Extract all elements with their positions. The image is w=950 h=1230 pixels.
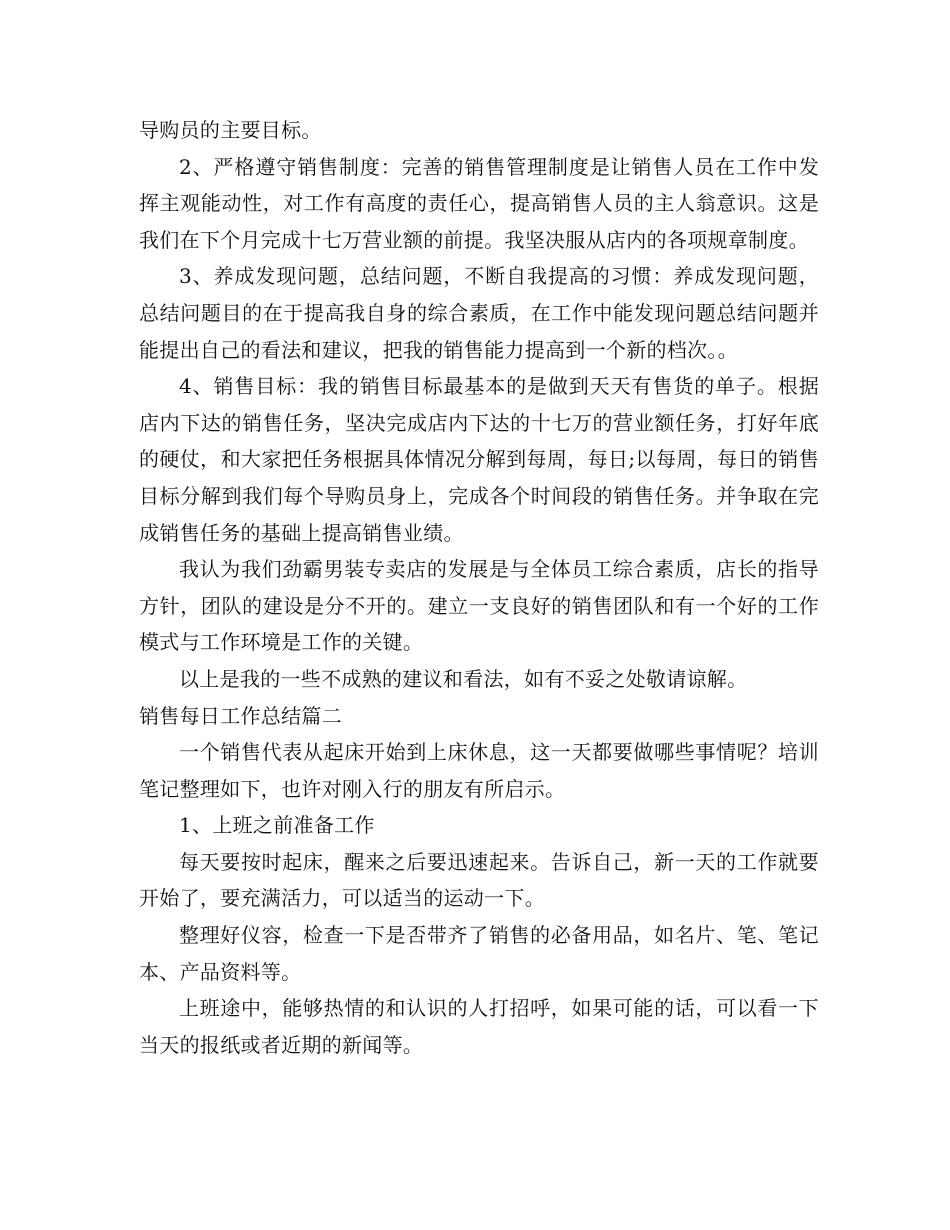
paragraph-sales-rules: 2、严格遵守销售制度：完善的销售管理制度是让销售人员在工作中发挥主观能动性，对工作有高度的责任心，提高销售人员的主人翁意识。这是我们在下个月完成十七万营业额的前提。我坚决服从店内的各项规章制度。 <box>139 154 819 252</box>
document-body <box>139 112 819 1063</box>
paragraph-sales-target: 4、销售目标：我的销售目标最基本的是做到天天有售货的单子。根据店内下达的销售任务，坚决完成店内下达的十七万的营业额任务，打好年底的硬仗，和大家把任务根据具体情况分解到每周，每日;以每周，每日的销售目标分解到我们每个导购员身上，完成各个时间段的销售任务。并争取在完成销售任务的基础上提高销售业绩。 <box>139 374 819 545</box>
paragraph-continuation: 导购员的主要目标。 <box>139 118 322 142</box>
paragraph-wake-up: 每天要按时起床，醒来之后要迅速起来。告诉自己，新一天的工作就要开始了，要充满活力，可以适当的运动一下。 <box>139 849 819 911</box>
paragraph-grooming: 整理好仪容，检查一下是否带齐了销售的必备用品，如名片、笔、笔记本、产品资料等。 <box>139 923 819 984</box>
section-heading: 销售每日工作总结篇二 <box>139 703 342 728</box>
paragraph-daily-intro: 一个销售代表从起床开始到上床休息，这一天都要做哪些事情呢？培训笔记整理如下，也许对刚入行的朋友有所启示。 <box>139 740 819 801</box>
paragraph-closing-remark: 以上是我的一些不成熟的建议和看法，如有不妥之处敬请谅解。 <box>179 666 748 691</box>
paragraph-team-development: 我认为我们劲霸男装专卖店的发展是与全体员工综合素质，店长的指导方针，团队的建设是分不开的。建立一支良好的销售团队和有一个好的工作模式与工作环境是工作的关键。 <box>139 557 819 655</box>
paragraph-problem-habits: 3、养成发现问题，总结问题，不断自我提高的习惯：养成发现问题，总结问题目的在于提高我自身的综合素质，在工作中能发现问题总结问题并能提出自己的看法和建议，把我的销售能力提高到一个新的档次。。 <box>139 264 819 362</box>
paragraph-commute: 上班途中，能够热情的和认识的人打招呼，如果可能的话，可以看一下当天的报纸或者近期的新闻等。 <box>139 996 819 1057</box>
paragraph-preparation-heading: 1、上班之前准备工作 <box>179 813 375 838</box>
